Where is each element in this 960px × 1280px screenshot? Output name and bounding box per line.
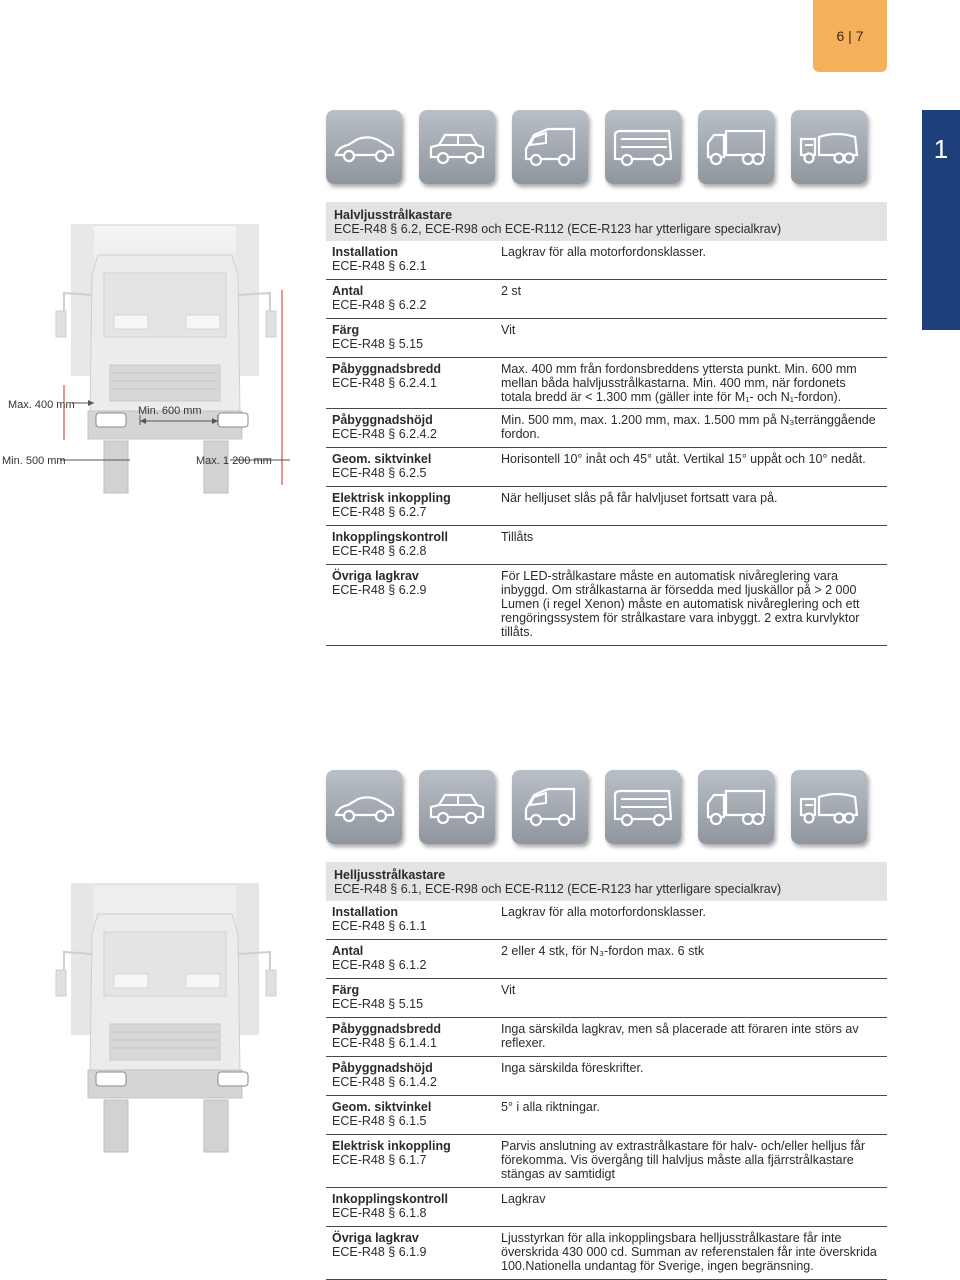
spec-key: Färg — [332, 983, 360, 997]
spec-row — [326, 526, 887, 565]
spec-row — [326, 1096, 887, 1135]
spec-key: Påbyggnadshöjd — [332, 413, 433, 427]
spec-reference: ECE-R48 § 6.2.2 — [332, 298, 427, 312]
spec-reference: ECE-R48 § 6.1.1 — [332, 919, 427, 933]
spec-row — [326, 979, 887, 1018]
spec-label — [326, 1096, 486, 1134]
high-beam-header — [326, 862, 887, 901]
page-number-tab — [813, 0, 887, 72]
spec-value: Min. 500 mm, max. 1.200 mm, max. 1.500 mm på N₃terränggående fordon. — [501, 413, 876, 441]
spec-reference: ECE-R48 § 6.1.8 — [332, 1206, 427, 1220]
spec-key: Installation — [332, 905, 398, 919]
spec-row — [326, 565, 887, 646]
dim-label-max-400: Max. 400 mm — [8, 399, 75, 411]
spec-key: Övriga lagkrav — [332, 569, 419, 583]
van-icon — [512, 770, 588, 844]
dim-label-min-500: Min. 500 mm — [2, 455, 66, 467]
spec-label — [326, 1057, 486, 1095]
spec-value: Lagkrav — [501, 1192, 546, 1206]
spec-label — [326, 1227, 486, 1279]
spec-value: Lagkrav för alla motorfordonsklasser. — [501, 245, 706, 259]
car-suv-icon — [419, 110, 495, 184]
spec-row — [326, 448, 887, 487]
bus-icon — [605, 770, 681, 844]
spec-label — [326, 280, 486, 318]
spec-reference: ECE-R48 § 6.1.7 — [332, 1153, 427, 1167]
spec-label — [326, 565, 486, 645]
spec-value: Inga särskilda lagkrav, men så placerade att föraren inte störs av reflexer. — [501, 1022, 859, 1050]
spec-reference: ECE-R48 § 6.2.1 — [332, 259, 427, 273]
spec-value: Inga särskilda föreskrifter. — [501, 1061, 644, 1075]
spec-value: Lagkrav för alla motorfordonsklasser. — [501, 905, 706, 919]
spec-value: Parvis anslutning av extrastrålkastare för halv- och/eller helljus får förekomma. Vis övergång till halvljus måste alla fjärrstrålkastare stängas av samtidigt — [501, 1139, 866, 1181]
spec-reference: ECE-R48 § 6.2.4.1 — [332, 376, 437, 390]
spec-key: Installation — [332, 245, 398, 259]
car-sedan-icon — [326, 770, 402, 844]
spec-key: Påbyggnadshöjd — [332, 1061, 433, 1075]
spec-key: Påbyggnadsbredd — [332, 362, 442, 376]
low-beam-subtitle: ECE-R48 § 6.2, ECE-R98 och ECE-R112 (ECE-R123 har ytterligare specialkrav) — [334, 222, 782, 236]
spec-key: Geom. siktvinkel — [332, 1100, 432, 1114]
spec-value: Tillåts — [501, 530, 534, 544]
spec-reference: ECE-R48 § 6.2.4.2 — [332, 427, 437, 441]
truck-front-diagram-low-beam — [0, 215, 300, 515]
vehicle-icon-row-2 — [326, 770, 867, 844]
spec-row — [326, 1057, 887, 1096]
truck-icon — [698, 110, 774, 184]
garbage-truck-icon — [791, 110, 867, 184]
spec-key: Elektrisk inkoppling — [332, 491, 451, 505]
spec-reference: ECE-R48 § 6.2.8 — [332, 544, 427, 558]
chapter-tab — [922, 110, 960, 330]
spec-row — [326, 940, 887, 979]
low-beam-title: Halvljusstrålkastare — [334, 208, 453, 222]
spec-row — [326, 409, 887, 448]
spec-value: Vit — [501, 323, 516, 337]
spec-row — [326, 1227, 887, 1280]
spec-value: 2 st — [501, 284, 522, 298]
page-number: 6 | 7 — [836, 28, 864, 44]
spec-reference: ECE-R48 § 6.2.9 — [332, 583, 427, 597]
spec-label — [326, 358, 486, 408]
spec-reference: ECE-R48 § 6.1.5 — [332, 1114, 427, 1128]
spec-label — [326, 319, 486, 357]
spec-key: Antal — [332, 284, 364, 298]
spec-row — [326, 901, 887, 940]
spec-row — [326, 1018, 887, 1057]
spec-row — [326, 319, 887, 358]
spec-label — [326, 241, 486, 279]
high-beam-subtitle: ECE-R48 § 6.1, ECE-R98 och ECE-R112 (ECE-R123 har ytterligare specialkrav) — [334, 882, 782, 896]
spec-label — [326, 1018, 486, 1056]
spec-key: Påbyggnadsbredd — [332, 1022, 442, 1036]
spec-key: Geom. siktvinkel — [332, 452, 432, 466]
dim-label-min-600: Min. 600 mm — [138, 405, 202, 417]
spec-row — [326, 280, 887, 319]
truck-icon — [698, 770, 774, 844]
spec-row — [326, 1188, 887, 1227]
spec-reference: ECE-R48 § 5.15 — [332, 997, 424, 1011]
spec-row — [326, 1135, 887, 1188]
spec-key: Antal — [332, 944, 364, 958]
spec-label — [326, 1135, 486, 1187]
truck-front-illustration — [0, 215, 300, 515]
spec-key: Övriga lagkrav — [332, 1231, 419, 1245]
spec-value: 5° i alla riktningar. — [501, 1100, 600, 1114]
spec-label — [326, 1188, 486, 1226]
spec-label — [326, 409, 486, 447]
spec-reference: ECE-R48 § 6.1.4.2 — [332, 1075, 437, 1089]
chapter-number: 1 — [933, 134, 949, 164]
spec-value: Horisontell 10° inåt och 45° utåt. Vertikal 15° uppåt och 10° nedåt. — [501, 452, 866, 466]
spec-label — [326, 526, 486, 564]
truck-front-diagram-high-beam — [0, 880, 300, 1180]
dim-label-max-1200: Max. 1 200 mm — [196, 455, 272, 467]
high-beam-section — [326, 862, 887, 1280]
van-icon — [512, 110, 588, 184]
car-suv-icon — [419, 770, 495, 844]
low-beam-header — [326, 202, 887, 241]
spec-row — [326, 241, 887, 280]
spec-reference: ECE-R48 § 5.15 — [332, 337, 424, 351]
spec-reference: ECE-R48 § 6.1.2 — [332, 958, 427, 972]
spec-reference: ECE-R48 § 6.2.7 — [332, 505, 427, 519]
spec-reference: ECE-R48 § 6.1.9 — [332, 1245, 427, 1259]
spec-key: Inkopplingskontroll — [332, 530, 448, 544]
spec-row — [326, 487, 887, 526]
spec-label — [326, 448, 486, 486]
spec-key: Inkopplingskontroll — [332, 1192, 448, 1206]
spec-label — [326, 940, 486, 978]
car-sedan-icon — [326, 110, 402, 184]
vehicle-icon-row-1 — [326, 110, 867, 184]
spec-value: Ljusstyrkan för alla inkopplingsbara helljusstrålkastare får inte överskrida 430 000 cd. Summan av referenstalen får inte överskrida 100.Nationella undantag för Sverige, ingen begränsning. — [501, 1231, 877, 1273]
spec-reference: ECE-R48 § 6.2.5 — [332, 466, 427, 480]
spec-row — [326, 358, 887, 409]
spec-value: Vit — [501, 983, 516, 997]
truck-front-illustration — [0, 880, 300, 1180]
garbage-truck-icon — [791, 770, 867, 844]
spec-reference: ECE-R48 § 6.1.4.1 — [332, 1036, 437, 1050]
spec-key: Färg — [332, 323, 360, 337]
bus-icon — [605, 110, 681, 184]
spec-label — [326, 487, 486, 525]
spec-label — [326, 979, 486, 1017]
spec-label — [326, 901, 486, 939]
spec-value: Max. 400 mm från fordonsbreddens yttersta punkt. Min. 600 mm mellan båda halvljusstrålkastarna. Min. 400 mm, när fordonets totala bredd är < 1.300 mm (gäller inte för M₁- och N₁-fordon). — [501, 362, 857, 404]
spec-key: Elektrisk inkoppling — [332, 1139, 451, 1153]
low-beam-section — [326, 202, 887, 646]
spec-value: För LED-strålkastare måste en automatisk nivåreglering vara inbyggd. Om strålkastarna är försedda med ljuskällor på > 2 000 Lumen (i regel Xenon) måste en automatisk nivåreglering och ett rengöringssystem för strålkastare vara inbyggt. 2 extra kurvlyktor tillåts. — [501, 569, 860, 639]
high-beam-title: Helljusstrålkastare — [334, 868, 446, 882]
spec-value: 2 eller 4 stk, för N₃-fordon max. 6 stk — [501, 944, 705, 958]
spec-value: När helljuset slås på får halvljuset fortsatt vara på. — [501, 491, 778, 505]
